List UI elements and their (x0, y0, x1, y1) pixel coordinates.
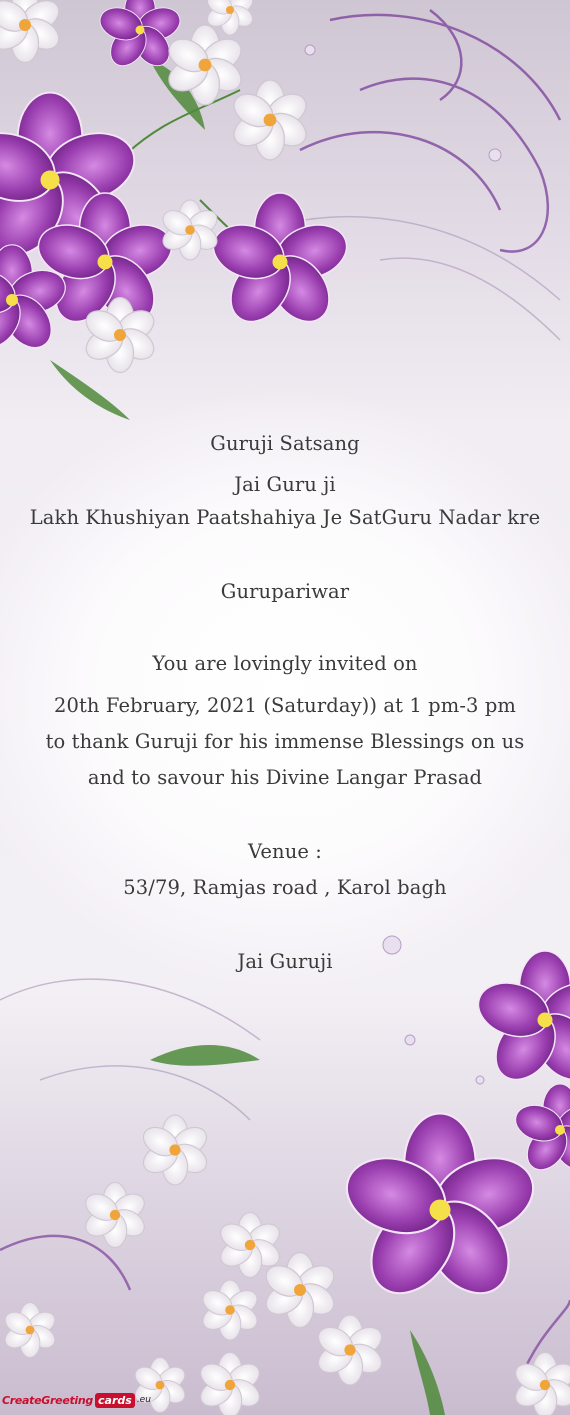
blessing-line: Lakh Khushiyan Paatshahiya Je SatGuru Nadar kre (29, 506, 541, 529)
watermark-suffix: .eu (136, 1395, 151, 1405)
watermark-cards-logo: cards (95, 1393, 135, 1408)
site-watermark[interactable] (2, 1388, 151, 1412)
invite-line: You are lovingly invited on (152, 652, 418, 675)
venue-address: 53/79, Ramjas road , Karol bagh (123, 876, 447, 899)
invitation-title: Guruji Satsang (210, 432, 360, 455)
watermark-text: CreateGreeting (2, 1393, 94, 1407)
purpose-line-1: to thank Guruji for his immense Blessings on us (45, 730, 525, 753)
purpose-line-2: and to savour his Divine Langar Prasad (87, 766, 483, 789)
host-name: Gurupariwar (220, 580, 350, 603)
greeting-line: Jai Guru ji (234, 473, 336, 496)
closing-line: Jai Guruji (237, 950, 333, 973)
event-date-time: 20th February, 2021 (Saturday)) at 1 pm-3 pm (53, 694, 517, 717)
venue-label: Venue : (248, 840, 322, 863)
